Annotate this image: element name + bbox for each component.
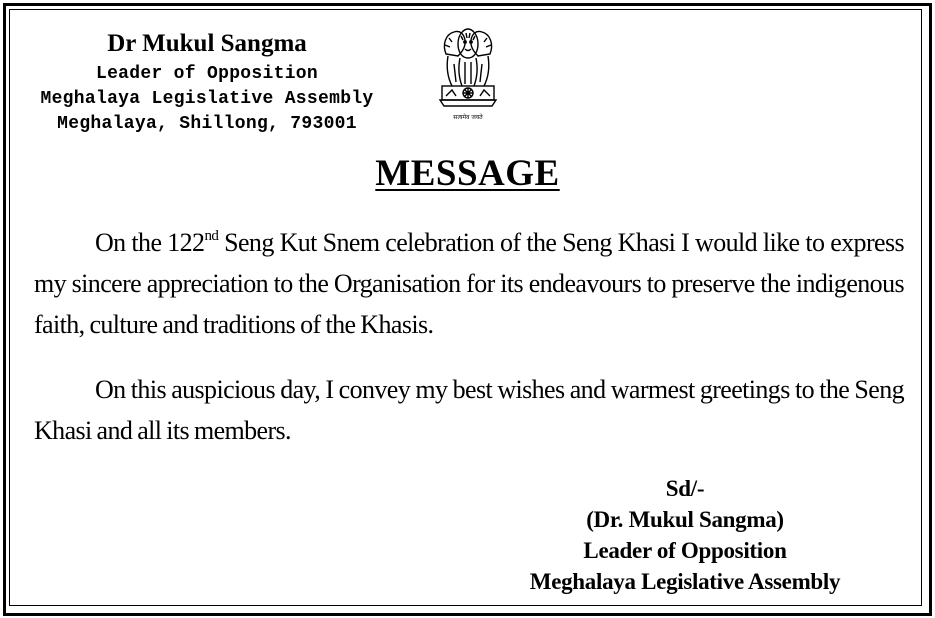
emblem-motto: सत्यमेव जयते (453, 114, 483, 121)
signature-block (480, 473, 890, 597)
letterhead (27, 28, 387, 137)
paragraph-2-text: On this auspicious day, I convey my best wishes and warmest greetings to the Seng Khasi and all its members. (34, 375, 904, 445)
letterhead-designation: Leader of Opposition (95, 64, 319, 84)
signature-sd: Sd/- (665, 476, 705, 501)
national-emblem-icon (432, 24, 504, 124)
signature-name: (Dr. Mukul Sangma) (586, 507, 784, 532)
letterhead-assembly: Meghalaya Legislative Assembly (40, 89, 374, 109)
signature-designation: Leader of Opposition (583, 538, 787, 563)
letterhead-address: Meghalaya, Shillong, 793001 (57, 114, 357, 134)
message-paragraph-1 (34, 222, 904, 345)
signature-assembly: Meghalaya Legislative Assembly (529, 569, 841, 594)
paragraph-1-start: On the 122 (95, 228, 205, 257)
message-paragraph-2 (34, 369, 904, 451)
letterhead-name: Dr Mukul Sangma (107, 30, 307, 57)
message-title-text: MESSAGE (375, 153, 560, 194)
paragraph-1-rest: Seng Kut Snem celebration of the Seng Khasi I would like to express my sincere appreciation to the Organisation for its endeavours to preserve the indigenous faith, culture and traditions of the Khasis. (34, 228, 904, 339)
message-title (0, 152, 935, 195)
ordinal-suffix: nd (204, 228, 219, 244)
